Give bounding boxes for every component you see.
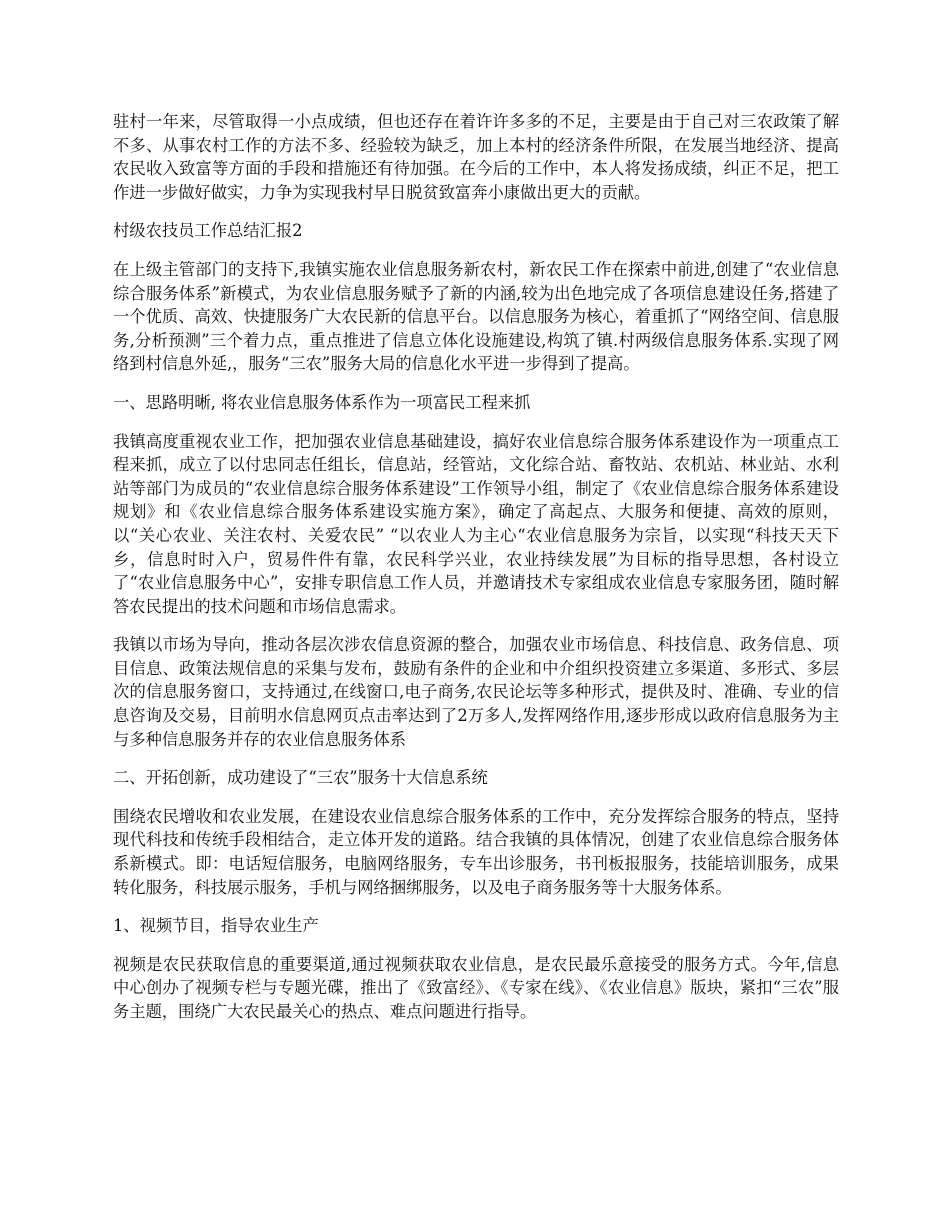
paragraph-overview: 在上级主管部门的支持下,我镇实施农业信息服务新农村，新农民工作在探索中前进,创建了“农业信息综合服务体系”新模式，为农业信息服务赋予了新的内涵,较为出色地完成了各项信息建设任务,搭建了一个优质、高效、快捷服务广大农民新的信息平台。以信息服务为核心，着重抓了“网络空间、信息服务,分析预测”三个着力点，重点推进了信息立体化设施建设,构筑了镇.村两级信息服务体系.实现了网络到村信息外延,，服务“三农”服务大局的信息化水平进一步得到了提高。 [113, 259, 839, 374]
paragraph-ten-systems: 围绕农民增收和农业发展，在建设农业信息综合服务体系的工作中，充分发挥综合服务的特点，坚持现代科技和传统手段相结合，走立体开发的道路。结合我镇的具体情况，创建了农业信息综合服务体系新模式。即：电话短信服务，电脑网络服务，专车出诊服务，书刊板报服务，技能培训服务，成果转化服务，科技展示服务，手机与网络捆绑服务，以及电子商务服务等十大服务体系。 [113, 806, 839, 897]
paragraph-leadership: 我镇高度重视农业工作，把加强农业信息基础建设，搞好农业信息综合服务体系建设作为一项重点工程来抓，成立了以付忠同志任组长，信息站，经管站，文化综合站、畜牧站、农机站、林业站、水利站等部门为成员的“农业信息综合服务体系建设”工作领导小组，制定了《农业信息综合服务体系建设规划》和《农业信息综合服务体系建设实施方案》，确定了高起点、大服务和便捷、高效的原则，以“关心农业、关注农村、关爱农民” “以农业人为主心“农业信息服务为宗旨，以实现“科技天天下乡，信息时时入户，贸易件件有靠，农民科学兴业，农业持续发展”为目标的指导思想，各村设立了“农业信息服务中心”，安排专职信息工作人员，并邀请技术专家组成农业信息专家服务团，随时解答农民提出的技术问题和市场信息需求。 [113, 431, 839, 616]
paragraph-video: 视频是农民获取信息的重要渠道,通过视频获取农业信息，是农民最乐意接受的服务方式。今年,信息中心创办了视频专栏与专题光碟，推出了《致富经》、《专家在线》、《农业信息》版块，紧扣“三农”服务主题，围绕广大农民最关心的热点、难点问题进行指导。 [113, 954, 839, 1021]
section-heading-1: 一、思路明晰, 将农业信息服务体系作为一项富民工程来抓 [113, 392, 531, 412]
section-heading-2: 二、开拓创新，成功建设了“三农”服务十大信息系统 [113, 768, 488, 788]
paragraph-market: 我镇以市场为导向，推动各层次涉农信息资源的整合，加强农业市场信息、科技信息、政务信息、项目信息、政策法规信息的采集与发布，鼓励有条件的企业和中介组织投资建立多渠道、多形式、多层次的信息服务窗口，支持通过,在线窗口,电子商务,农民论坛等多种形式，提供及时、准确、专业的信息咨询及交易，目前明水信息网页点击率达到了2万多人,发挥网络作用,逐步形成以政府信息服务为主与多种信息服务并存的农业信息服务体系 [113, 635, 839, 749]
paragraph-intro: 驻村一年来，尽管取得一小点成绩，但也还存在着许许多多的不足，主要是由于自己对三农政策了解不多、从事农村工作的方法不多、经验较为缺乏，加上本村的经济条件所限，在发展当地经济、提高农民收入致富等方面的手段和措施还有待加强。在今后的工作中，本人将发扬成绩，纠正不足，把工作进一步做好做实，力争为实现我村早日脱贫致富奔小康做出更大的贡献。 [113, 112, 839, 202]
document-page [113, 110, 839, 1039]
section-title-report-2: 村级农技员工作总结汇报2 [113, 221, 303, 241]
subsection-heading-1: 1、视频节目，指导农业生产 [113, 916, 319, 936]
